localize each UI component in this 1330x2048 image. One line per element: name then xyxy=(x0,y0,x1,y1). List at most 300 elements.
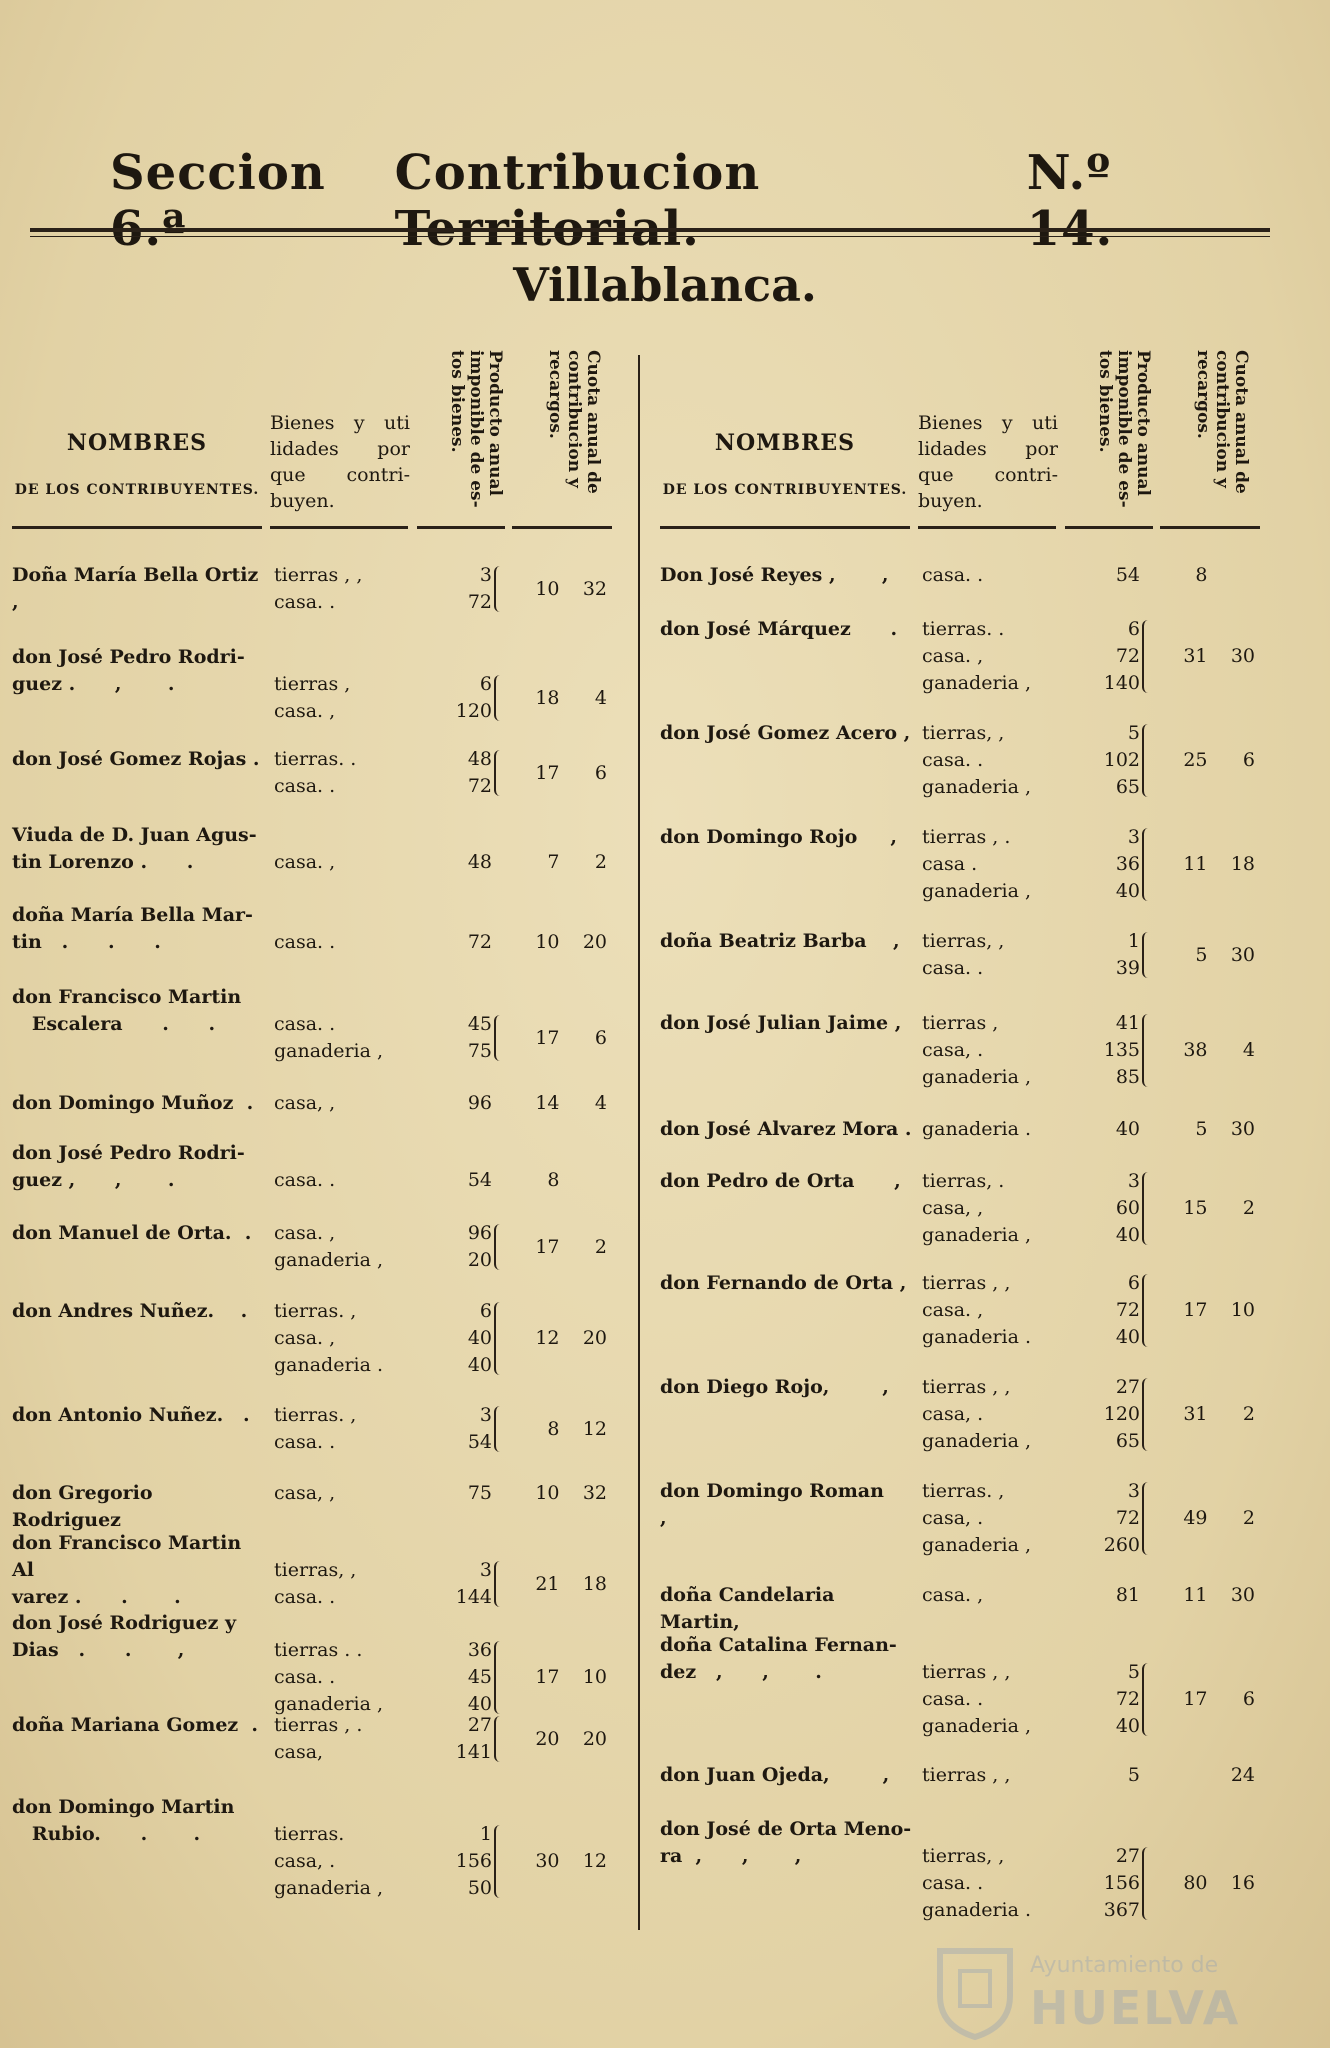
cuota-fraction: 30 xyxy=(1230,1584,1255,1606)
property-item: casa. . xyxy=(274,1586,336,1608)
property-item: tierras. xyxy=(274,1823,345,1845)
product-value: 72 xyxy=(1115,1688,1140,1710)
property-item: casa. , xyxy=(922,645,984,667)
bienes-header: Bienes y uti lidades por que contri- buyen. xyxy=(270,412,410,512)
contributor-name: don Manuel de Orta. . xyxy=(12,1222,252,1244)
right-column xyxy=(660,350,1270,1921)
brace-mark xyxy=(1142,1172,1154,1245)
property-item: ganaderia , xyxy=(922,880,1032,902)
cuota-fraction: 24 xyxy=(1230,1764,1255,1786)
cuota-main: 80 xyxy=(1183,1872,1208,1894)
property-item: tierras , xyxy=(922,1012,999,1034)
property-list xyxy=(922,1374,1062,1455)
property-item: casa. . xyxy=(922,749,984,771)
brace-mark xyxy=(494,1825,506,1898)
property-list xyxy=(274,1557,414,1611)
property-item: casa, , xyxy=(274,1092,336,1114)
contributor-name: don Domingo Martin Rubio. . . xyxy=(12,1796,235,1845)
property-item: tierras. . xyxy=(922,618,1005,640)
product-value: 27 xyxy=(1115,1845,1140,1867)
property-item: tierras, , xyxy=(922,930,1005,952)
cuota-fraction: 6 xyxy=(1242,1688,1255,1710)
product-value: 135 xyxy=(1103,1039,1140,1061)
cuota-fraction: 20 xyxy=(582,931,607,953)
brace-mark xyxy=(494,750,506,796)
product-values xyxy=(1065,1116,1140,1143)
product-value: 72 xyxy=(467,775,492,797)
property-item: casa. , xyxy=(922,1299,984,1321)
product-value: 3 xyxy=(479,1404,492,1426)
cuota-fraction: 10 xyxy=(582,1666,607,1688)
cuota-fraction: 18 xyxy=(582,1572,607,1595)
cuota-value xyxy=(1160,851,1255,878)
property-item: casa, . xyxy=(274,1850,336,1872)
product-value: 72 xyxy=(1115,645,1140,667)
property-item: casa, . xyxy=(922,1507,984,1529)
property-item: tierras . . xyxy=(274,1639,363,1661)
product-value: 45 xyxy=(467,1013,492,1035)
cuota-main: 38 xyxy=(1183,1039,1208,1061)
cuota-fraction: 16 xyxy=(1230,1872,1255,1894)
product-value: 3 xyxy=(1127,826,1140,848)
product-values xyxy=(1065,1659,1140,1740)
property-item: casa. , xyxy=(922,1584,984,1606)
cuota-main: 17 xyxy=(1183,1299,1208,1321)
cuota-value xyxy=(512,760,607,787)
property-item: tierras , , xyxy=(922,1376,1011,1398)
cuota-main: 17 xyxy=(1183,1688,1208,1710)
cuota-value xyxy=(512,849,607,876)
cuota-fraction: 6 xyxy=(1242,749,1255,771)
cuota-main: 12 xyxy=(535,1327,560,1349)
property-item: ganaderia , xyxy=(922,672,1032,694)
product-value: 1 xyxy=(479,1823,492,1845)
cuota-value xyxy=(1160,1401,1255,1428)
brace-mark xyxy=(1142,724,1154,797)
cuota-fraction: 12 xyxy=(582,1417,607,1440)
property-item: casa. , xyxy=(274,851,336,873)
product-value: 156 xyxy=(455,1850,492,1872)
cuota-fraction: 32 xyxy=(582,1482,607,1504)
product-value: 3 xyxy=(1127,1480,1140,1502)
product-value: 75 xyxy=(467,1040,492,1062)
cuota-value xyxy=(1160,1195,1255,1222)
product-values xyxy=(1065,1168,1140,1249)
property-list xyxy=(922,1116,1062,1143)
property-item: ganaderia . xyxy=(922,1118,1032,1140)
property-item: ganaderia . xyxy=(922,1326,1032,1348)
product-value: 72 xyxy=(1115,1299,1140,1321)
names-header xyxy=(660,430,910,498)
brace-mark xyxy=(1142,1482,1154,1555)
cuota-value xyxy=(1160,1297,1255,1324)
product-value: 54 xyxy=(1115,564,1140,586)
property-list xyxy=(274,929,414,956)
cuota-value xyxy=(1160,1505,1255,1532)
cuota-main: 20 xyxy=(535,1727,560,1750)
cuota-value xyxy=(1160,1037,1255,1064)
cuota-value xyxy=(1160,1686,1255,1713)
property-item: ganaderia . xyxy=(922,1899,1032,1921)
property-item: ganaderia , xyxy=(922,1430,1032,1452)
cuota-main: 15 xyxy=(1183,1197,1208,1219)
property-list xyxy=(922,1843,1062,1924)
property-item: casa. , xyxy=(274,700,336,722)
product-value: 120 xyxy=(455,700,492,722)
contributor-name: don Antonio Nuñez. . xyxy=(12,1404,250,1426)
property-item: tierras , , xyxy=(922,1272,1011,1294)
cuota-fraction: 32 xyxy=(582,577,607,600)
cuota-main: 31 xyxy=(1183,645,1208,667)
cuota-main: 31 xyxy=(1183,1403,1208,1425)
product-values xyxy=(1065,1762,1140,1789)
header-underline xyxy=(512,526,612,529)
brace-mark xyxy=(494,1561,506,1607)
names-header xyxy=(12,430,262,498)
cuota-value xyxy=(1160,1762,1255,1789)
cuota-value xyxy=(512,1664,607,1691)
product-value: 85 xyxy=(1115,1066,1140,1088)
names-header-subtitle: DE LOS CONTRIBUYENTES. xyxy=(662,482,908,498)
product-values xyxy=(417,1220,492,1274)
product-values xyxy=(1065,616,1140,697)
header-underline xyxy=(12,526,262,529)
cuota-main: 8 xyxy=(547,1169,560,1191)
cuota-fraction: 2 xyxy=(1242,1197,1255,1219)
cuota-main: 18 xyxy=(535,686,560,709)
property-item: casa. . xyxy=(922,1872,984,1894)
product-value: 120 xyxy=(1103,1403,1140,1425)
property-list xyxy=(274,1011,414,1065)
cuota-fraction: 2 xyxy=(1242,1507,1255,1529)
header-underline xyxy=(417,526,505,529)
cuota-main: 11 xyxy=(1183,1584,1208,1606)
product-value: 156 xyxy=(1103,1872,1140,1894)
product-values xyxy=(417,929,492,956)
page-number: N.º 14. xyxy=(1026,145,1114,257)
contributor-name: don Juan Ojeda, , xyxy=(660,1764,890,1786)
property-item: ganaderia , xyxy=(274,1249,384,1271)
contributor-name: don José Márquez . xyxy=(660,618,898,640)
contributor-name: don Gregorio Rodriguez xyxy=(12,1482,160,1531)
contributor-name: don José Pedro Rodri- guez , , . xyxy=(12,1142,245,1191)
cuota-value xyxy=(512,1848,607,1875)
cuota-value xyxy=(512,1025,607,1052)
product-values xyxy=(417,1402,492,1456)
property-item: tierras, , xyxy=(922,722,1005,744)
product-value: 260 xyxy=(1103,1534,1140,1556)
section-label: Seccion 6.ª xyxy=(110,145,326,257)
product-value: 96 xyxy=(467,1222,492,1244)
cuota-fraction: 4 xyxy=(594,686,607,709)
property-item: casa, , xyxy=(922,1197,984,1219)
brace-mark xyxy=(494,1641,506,1714)
cuota-value xyxy=(512,685,607,712)
product-values xyxy=(417,562,492,616)
product-value: 96 xyxy=(467,1092,492,1114)
product-value: 3 xyxy=(479,564,492,586)
property-list xyxy=(922,1010,1062,1091)
cuota-main: 10 xyxy=(535,931,560,953)
property-item: tierras , , xyxy=(274,564,363,586)
property-list xyxy=(274,1712,414,1766)
product-value: 75 xyxy=(467,1482,492,1504)
property-item: ganaderia , xyxy=(274,1693,384,1715)
property-item: tierras , . xyxy=(274,1714,363,1736)
producto-header: Producto anual imponible de es- tos bienes. xyxy=(447,350,505,508)
property-item: casa. . xyxy=(274,1666,336,1688)
property-item: ganaderia . xyxy=(274,1354,384,1376)
cuota-main: 10 xyxy=(535,1482,560,1504)
contributor-name: don José Rodriguez y Dias . . , xyxy=(12,1612,237,1661)
property-list xyxy=(274,1298,414,1379)
property-list xyxy=(922,1478,1062,1559)
cuota-fraction: 2 xyxy=(594,851,607,873)
product-value: 54 xyxy=(467,1431,492,1453)
column-header xyxy=(660,350,1270,530)
product-values xyxy=(1065,1010,1140,1091)
product-values xyxy=(417,671,492,725)
property-list xyxy=(274,1637,414,1718)
property-list xyxy=(274,1480,414,1507)
contributor-name: doña Mariana Gomez . xyxy=(12,1714,259,1736)
cuota-value xyxy=(1160,1116,1255,1143)
property-item: casa. . xyxy=(274,1169,336,1191)
cuota-main: 7 xyxy=(547,851,560,873)
product-value: 40 xyxy=(467,1354,492,1376)
product-value: 40 xyxy=(1115,1224,1140,1246)
property-item: tierras , , xyxy=(922,1661,1011,1683)
property-item: casa, . xyxy=(922,1039,984,1061)
property-item: tierras. . xyxy=(274,748,357,770)
cuota-main: 8 xyxy=(1195,564,1208,586)
property-item: casa, , xyxy=(274,1482,336,1504)
property-item: casa. . xyxy=(922,957,984,979)
property-list xyxy=(922,616,1062,697)
watermark xyxy=(910,1935,1270,2045)
contributor-name: Doña María Bella Ortiz , xyxy=(12,564,265,613)
product-value: 5 xyxy=(1127,1661,1140,1683)
property-item: casa. . xyxy=(274,1013,336,1035)
product-value: 367 xyxy=(1103,1899,1140,1921)
cuota-value xyxy=(512,1416,607,1443)
cuota-value xyxy=(512,1480,607,1507)
property-item: ganaderia , xyxy=(274,1040,384,1062)
cuota-fraction: 20 xyxy=(582,1727,607,1750)
cuota-fraction: 4 xyxy=(594,1092,607,1114)
cuota-main: 14 xyxy=(535,1092,560,1114)
product-value: 6 xyxy=(479,1300,492,1322)
column-divider xyxy=(638,355,640,1930)
cuota-fraction: 2 xyxy=(594,1235,607,1258)
cuota-value xyxy=(512,1167,607,1194)
column-header xyxy=(12,350,622,530)
product-value: 40 xyxy=(467,1693,492,1715)
property-list xyxy=(274,1821,414,1902)
property-item: tierras , , xyxy=(922,1764,1011,1786)
town-name: Villablanca. xyxy=(513,258,817,312)
product-value: 6 xyxy=(1127,1272,1140,1294)
shield-icon xyxy=(930,1941,1020,2041)
product-value: 60 xyxy=(1115,1197,1140,1219)
property-list xyxy=(922,1168,1062,1249)
contributor-name: don José de Orta Meno- ra , , , xyxy=(660,1818,912,1867)
property-list xyxy=(274,1220,414,1274)
property-list xyxy=(274,562,414,616)
cuota-value xyxy=(1160,643,1255,670)
product-values xyxy=(1065,1478,1140,1559)
product-value: 65 xyxy=(1115,776,1140,798)
producto-header: Producto anual imponible de es- tos bienes. xyxy=(1095,350,1153,508)
property-list xyxy=(922,1762,1062,1789)
product-values xyxy=(417,1298,492,1379)
header-underline xyxy=(270,526,408,529)
bienes-header: Bienes y uti lidades por que contri- buyen. xyxy=(918,412,1058,512)
property-list xyxy=(274,746,414,800)
brace-mark xyxy=(494,675,506,721)
product-values xyxy=(417,849,492,876)
product-value: 72 xyxy=(1115,1507,1140,1529)
property-list xyxy=(274,671,414,725)
product-values xyxy=(417,1712,492,1766)
product-values xyxy=(1065,928,1140,982)
cuota-value xyxy=(512,1571,607,1598)
cuota-fraction xyxy=(1212,562,1255,589)
brace-mark xyxy=(1142,1847,1154,1920)
product-value: 102 xyxy=(1103,749,1140,771)
property-item: ganaderia , xyxy=(922,776,1032,798)
product-value: 50 xyxy=(467,1877,492,1899)
contributor-name: doña Catalina Fernan- dez , , . xyxy=(660,1634,897,1683)
product-value: 45 xyxy=(467,1666,492,1688)
product-value: 36 xyxy=(1115,853,1140,875)
product-value: 54 xyxy=(467,1169,492,1191)
property-list xyxy=(274,849,414,876)
brace-mark xyxy=(494,1406,506,1452)
cuota-value xyxy=(1160,1870,1255,1897)
cuota-value xyxy=(512,1325,607,1352)
brace-mark xyxy=(1142,620,1154,693)
property-item: casa, . xyxy=(922,1403,984,1425)
cuota-fraction xyxy=(564,1167,607,1194)
property-item: ganaderia , xyxy=(922,1534,1032,1556)
cuota-main: 5 xyxy=(1195,943,1208,966)
product-value: 48 xyxy=(467,851,492,873)
brace-mark xyxy=(494,566,506,612)
contributor-name: don José Gomez Rojas . xyxy=(12,748,260,770)
product-value: 140 xyxy=(1103,672,1140,694)
product-value: 6 xyxy=(1127,618,1140,640)
cuota-value xyxy=(1160,747,1255,774)
property-item: tierras. , xyxy=(274,1404,357,1426)
contributor-name: don Francisco Martin Al varez . . . xyxy=(12,1532,242,1608)
cuota-value xyxy=(512,1234,607,1261)
property-item: casa. , xyxy=(274,1222,336,1244)
contributor-name: don José Alvarez Mora . xyxy=(660,1118,912,1140)
contributor-name: don Fernando de Orta , xyxy=(660,1272,907,1294)
brace-mark xyxy=(1142,1663,1154,1736)
property-item: casa. . xyxy=(274,931,336,953)
contributor-name: don Domingo Roman , xyxy=(660,1480,911,1529)
property-item: casa. , xyxy=(274,1327,336,1349)
property-item: ganaderia , xyxy=(922,1715,1032,1737)
page-title: Contribucion Territorial. xyxy=(394,145,761,257)
property-list xyxy=(922,720,1062,801)
product-value: 40 xyxy=(1115,1326,1140,1348)
cuota-fraction: 2 xyxy=(1242,1403,1255,1425)
product-value: 40 xyxy=(1115,1715,1140,1737)
product-value: 40 xyxy=(467,1327,492,1349)
product-values xyxy=(1065,720,1140,801)
product-value: 40 xyxy=(1115,1118,1140,1140)
product-value: 20 xyxy=(467,1249,492,1271)
product-value: 27 xyxy=(1115,1376,1140,1398)
contributor-name: don José Gomez Acero , xyxy=(660,722,911,744)
cuota-main: 8 xyxy=(547,1417,560,1440)
watermark-line1: Ayuntamiento de xyxy=(1030,1953,1219,1978)
product-values xyxy=(417,1011,492,1065)
property-item: tierras, . xyxy=(922,1170,1005,1192)
names-header-subtitle: DE LOS CONTRIBUYENTES. xyxy=(14,482,260,498)
cuota-fraction: 30 xyxy=(1230,645,1255,667)
property-item: casa. . xyxy=(274,1431,336,1453)
product-values xyxy=(1065,562,1140,589)
contributor-name: don José Julian Jaime , xyxy=(660,1012,902,1034)
product-value: 39 xyxy=(1115,957,1140,979)
product-values xyxy=(417,1167,492,1194)
product-values xyxy=(1065,1374,1140,1455)
watermark-line2: HUELVA xyxy=(1030,1981,1241,2035)
contributor-name: don Andres Nuñez. . xyxy=(12,1300,248,1322)
product-value: 72 xyxy=(467,931,492,953)
product-values xyxy=(1065,1843,1140,1924)
cuota-main: 17 xyxy=(535,761,560,784)
cuota-fraction: 18 xyxy=(1230,853,1255,875)
header-underline xyxy=(918,526,1056,529)
property-item: tierras , . xyxy=(922,826,1011,848)
cuota-main: 17 xyxy=(535,1235,560,1258)
product-value: 141 xyxy=(455,1741,492,1763)
cuota-value xyxy=(1160,942,1255,969)
product-value: 65 xyxy=(1115,1430,1140,1452)
header-underline xyxy=(660,526,910,529)
product-value: 72 xyxy=(467,591,492,613)
contributor-name: don Francisco Martin Escalera . . xyxy=(12,986,242,1035)
cuota-header: Cuota anual de contribucion y recargos. xyxy=(545,350,603,494)
page-header xyxy=(110,145,1200,257)
cuota-fraction: 4 xyxy=(1242,1039,1255,1061)
cuota-fraction: 6 xyxy=(594,1026,607,1049)
product-values xyxy=(1065,1270,1140,1351)
property-item: casa. . xyxy=(922,1688,984,1710)
brace-mark xyxy=(1142,1378,1154,1451)
product-value: 40 xyxy=(1115,880,1140,902)
product-value: 27 xyxy=(467,1714,492,1736)
contributor-name: doña María Bella Mar- tin . . . xyxy=(12,904,253,953)
product-values xyxy=(1065,1582,1140,1609)
cuota-value xyxy=(1160,562,1255,589)
cuota-value xyxy=(512,929,607,956)
product-values xyxy=(417,1090,492,1117)
property-item: ganaderia , xyxy=(922,1066,1032,1088)
property-item: ganaderia , xyxy=(274,1877,384,1899)
product-value: 36 xyxy=(467,1639,492,1661)
left-column xyxy=(12,350,622,1899)
cuota-fraction: 30 xyxy=(1230,943,1255,966)
brace-mark xyxy=(494,1302,506,1375)
property-item: tierras. , xyxy=(922,1480,1005,1502)
cuota-fraction: 10 xyxy=(1230,1299,1255,1321)
